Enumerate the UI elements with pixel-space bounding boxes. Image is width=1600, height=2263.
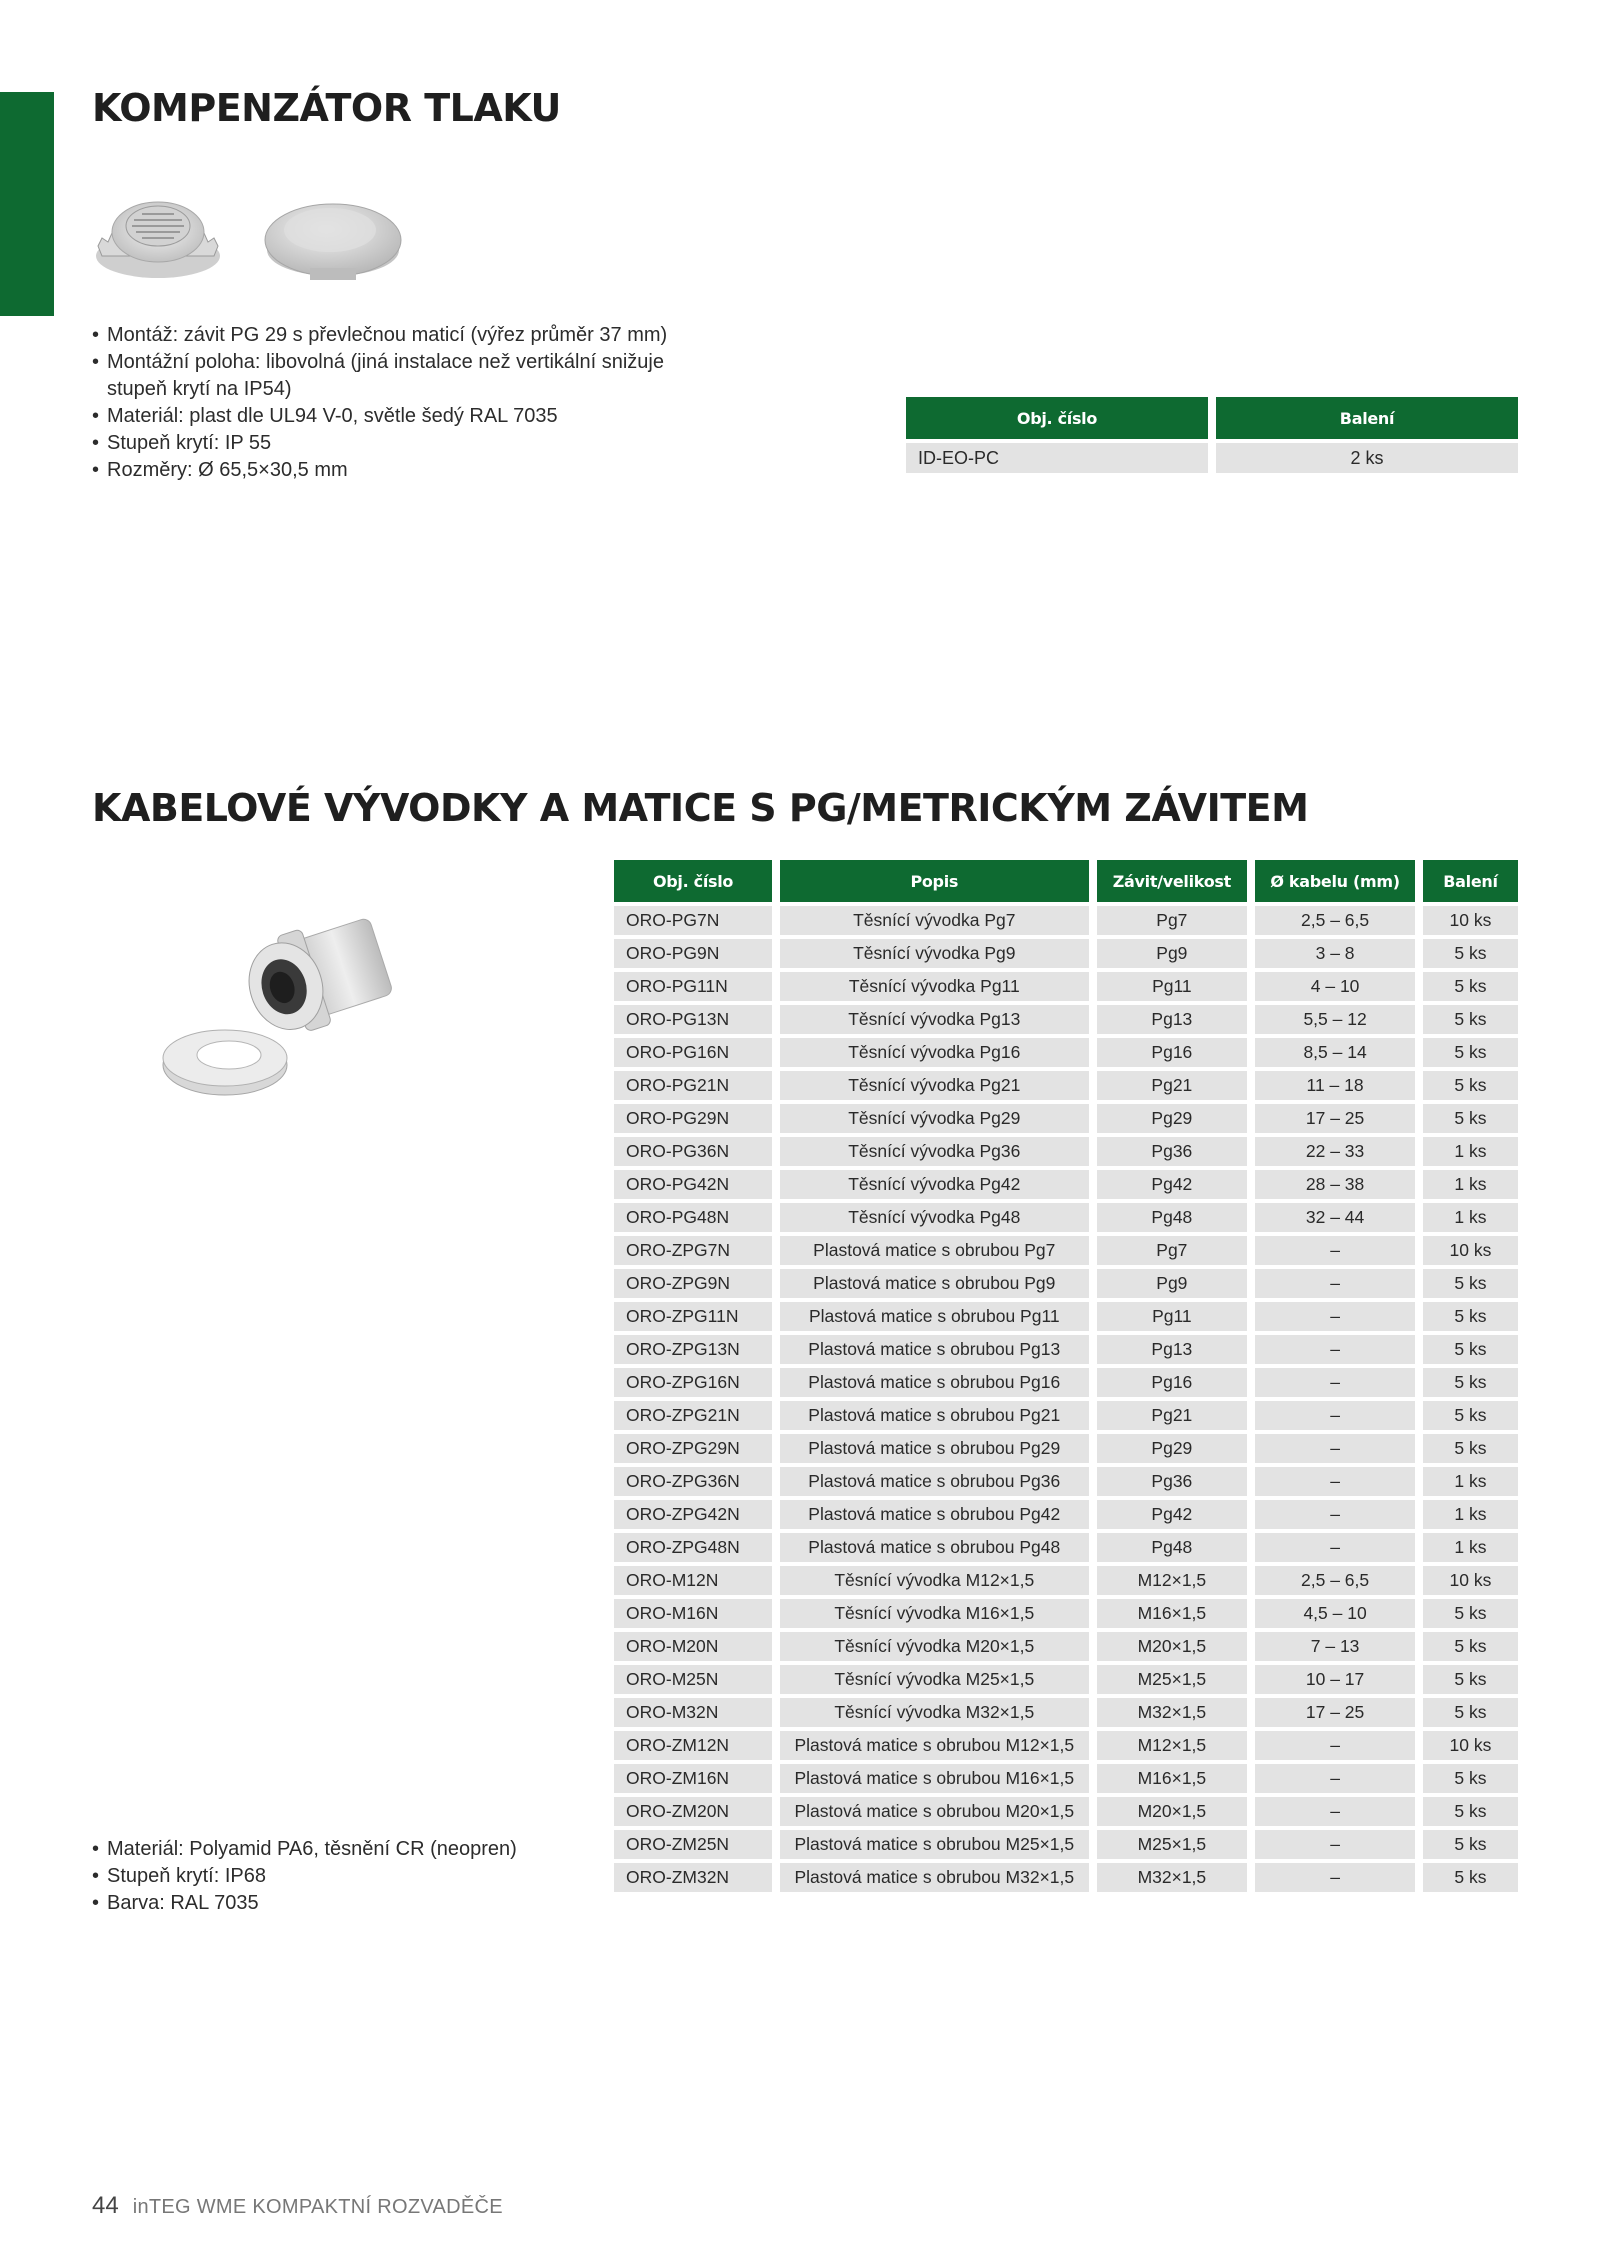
table-cell: Pg13 [1097, 1335, 1248, 1364]
table-cell: Těsnící vývodka Pg11 [780, 972, 1088, 1001]
table-cell: – [1255, 1401, 1415, 1430]
table-cell: Plastová matice s obrubou M32×1,5 [780, 1863, 1088, 1892]
table-cell: 5 ks [1423, 1104, 1518, 1133]
table-row [614, 1203, 1518, 1232]
table-cell: Plastová matice s obrubou Pg13 [780, 1335, 1088, 1364]
table-cell: Pg16 [1097, 1038, 1248, 1067]
table-cell: Pg9 [1097, 1269, 1248, 1298]
table-cell: 1 ks [1423, 1500, 1518, 1529]
table-cell: Pg48 [1097, 1533, 1248, 1562]
table-cell: 5 ks [1423, 1830, 1518, 1859]
table-cell: M16×1,5 [1097, 1764, 1248, 1793]
table-cell: ORO-M25N [614, 1665, 772, 1694]
table-cell: 2,5 – 6,5 [1255, 906, 1415, 935]
table-cell: ORO-ZPG13N [614, 1335, 772, 1364]
table-cell: Plastová matice s obrubou Pg7 [780, 1236, 1088, 1265]
table-cell: ORO-ZPG11N [614, 1302, 772, 1331]
table-header-row [906, 397, 1518, 439]
table-row [614, 1269, 1518, 1298]
table-cell: ORO-PG7N [614, 906, 772, 935]
table-cell: 5 ks [1423, 1434, 1518, 1463]
table-cell: Pg36 [1097, 1137, 1248, 1166]
table-row [614, 1104, 1518, 1133]
table-cell: Pg9 [1097, 939, 1248, 968]
table-cell: Plastová matice s obrubou M16×1,5 [780, 1764, 1088, 1793]
table-row [614, 1665, 1518, 1694]
table-cell: M12×1,5 [1097, 1731, 1248, 1760]
table-cell: M20×1,5 [1097, 1797, 1248, 1826]
table-cell: ORO-M20N [614, 1632, 772, 1661]
table-cell: ORO-PG29N [614, 1104, 772, 1133]
table-cell: Plastová matice s obrubou Pg9 [780, 1269, 1088, 1298]
table-cell: M16×1,5 [1097, 1599, 1248, 1628]
table-cell: 10 ks [1423, 1731, 1518, 1760]
table-cell: 5 ks [1423, 1005, 1518, 1034]
column-header: Popis [780, 860, 1088, 902]
table-row [906, 443, 1518, 473]
table-cell: ORO-ZPG29N [614, 1434, 772, 1463]
table-cell: ORO-ZPG36N [614, 1467, 772, 1496]
table-cell: – [1255, 1863, 1415, 1892]
table-cell: 32 – 44 [1255, 1203, 1415, 1232]
table-row [614, 1434, 1518, 1463]
table-cell: ORO-PG13N [614, 1005, 772, 1034]
table-cell: ORO-ZM12N [614, 1731, 772, 1760]
table-cell: Plastová matice s obrubou Pg29 [780, 1434, 1088, 1463]
table-header-row [614, 860, 1518, 902]
table-row [614, 1302, 1518, 1331]
table-cell: 17 – 25 [1255, 1698, 1415, 1727]
table-cell: ID-EO-PC [906, 443, 1208, 473]
table-cell: ORO-M12N [614, 1566, 772, 1595]
table-cell: Pg7 [1097, 1236, 1248, 1265]
table-cell: Pg42 [1097, 1170, 1248, 1199]
table-row [614, 1335, 1518, 1364]
table-cell: Plastová matice s obrubou Pg11 [780, 1302, 1088, 1331]
table-cell: Pg21 [1097, 1071, 1248, 1100]
table-row [614, 1863, 1518, 1892]
table-cell: ORO-M16N [614, 1599, 772, 1628]
table-cell: 5 ks [1423, 1764, 1518, 1793]
table-cell: Pg21 [1097, 1401, 1248, 1430]
table-cell: Těsnící vývodka M20×1,5 [780, 1632, 1088, 1661]
table-cell: 5 ks [1423, 1071, 1518, 1100]
table-cell: – [1255, 1368, 1415, 1397]
spec-item: • Rozměry: Ø 65,5×30,5 mm [92, 457, 692, 484]
table-cell: Těsnící vývodka Pg42 [780, 1170, 1088, 1199]
table-cell: ORO-PG11N [614, 972, 772, 1001]
table-row [614, 972, 1518, 1001]
compensator-spec-list [92, 322, 692, 484]
spec-item: • Stupeň krytí: IP68 [92, 1863, 592, 1890]
table-cell: Pg29 [1097, 1434, 1248, 1463]
table-cell: ORO-ZPG16N [614, 1368, 772, 1397]
column-header: Balení [1216, 397, 1518, 439]
table-row [614, 1368, 1518, 1397]
table-cell: 10 ks [1423, 1236, 1518, 1265]
table-cell: Těsnící vývodka M16×1,5 [780, 1599, 1088, 1628]
table-row [614, 1401, 1518, 1430]
table-row [614, 1599, 1518, 1628]
product-image-compensator-closed [258, 178, 408, 286]
table-cell: 10 ks [1423, 906, 1518, 935]
table-cell: 5 ks [1423, 1632, 1518, 1661]
table-row [614, 1632, 1518, 1661]
table-cell: ORO-ZM16N [614, 1764, 772, 1793]
table-cell: – [1255, 1533, 1415, 1562]
table-cell: ORO-PG21N [614, 1071, 772, 1100]
table-cell: – [1255, 1269, 1415, 1298]
column-header: Závit/velikost [1097, 860, 1248, 902]
table-cell: – [1255, 1731, 1415, 1760]
table-cell: 4,5 – 10 [1255, 1599, 1415, 1628]
table-cell: 5 ks [1423, 1038, 1518, 1067]
table-cell: 22 – 33 [1255, 1137, 1415, 1166]
table-cell: ORO-ZM25N [614, 1830, 772, 1859]
table-cell: 5 ks [1423, 1665, 1518, 1694]
column-header: Obj. číslo [906, 397, 1208, 439]
table-row [614, 1236, 1518, 1265]
table-cell: – [1255, 1236, 1415, 1265]
table-row [614, 1698, 1518, 1727]
spec-item: • Stupeň krytí: IP 55 [92, 430, 692, 457]
table-cell: – [1255, 1335, 1415, 1364]
table-cell: Pg13 [1097, 1005, 1248, 1034]
table-cell: ORO-PG42N [614, 1170, 772, 1199]
table-cell: 1 ks [1423, 1203, 1518, 1232]
spec-item: • Barva: RAL 7035 [92, 1890, 592, 1917]
section-accent-tab [0, 92, 54, 316]
section-title-cable-glands: KABELOVÉ VÝVODKY A MATICE S PG/METRICKÝM ZÁVITEM [92, 786, 1309, 830]
table-cell: M20×1,5 [1097, 1632, 1248, 1661]
table-cell: ORO-ZM20N [614, 1797, 772, 1826]
table-cell: ORO-ZPG9N [614, 1269, 772, 1298]
table-cell: 5,5 – 12 [1255, 1005, 1415, 1034]
table-cell: Plastová matice s obrubou Pg42 [780, 1500, 1088, 1529]
spec-item: • Materiál: Polyamid PA6, těsnění CR (neopren) [92, 1836, 592, 1863]
table-cell: 1 ks [1423, 1137, 1518, 1166]
table-cell: 11 – 18 [1255, 1071, 1415, 1100]
table-cell: M25×1,5 [1097, 1665, 1248, 1694]
table-cell: 1 ks [1423, 1467, 1518, 1496]
table-cell: Plastová matice s obrubou M25×1,5 [780, 1830, 1088, 1859]
table-cell: 5 ks [1423, 972, 1518, 1001]
table-row [614, 1566, 1518, 1595]
table-cell: Pg16 [1097, 1368, 1248, 1397]
table-cell: 5 ks [1423, 1302, 1518, 1331]
table-row [614, 1005, 1518, 1034]
table-cell: – [1255, 1764, 1415, 1793]
table-cell: M32×1,5 [1097, 1698, 1248, 1727]
table-cell: Pg7 [1097, 906, 1248, 935]
table-cell: Těsnící vývodka M25×1,5 [780, 1665, 1088, 1694]
table-row [614, 1533, 1518, 1562]
table-cell: M25×1,5 [1097, 1830, 1248, 1859]
table-cell: M32×1,5 [1097, 1863, 1248, 1892]
table-cell: Těsnící vývodka Pg29 [780, 1104, 1088, 1133]
table-cell: Těsnící vývodka M32×1,5 [780, 1698, 1088, 1727]
table-cell: Pg29 [1097, 1104, 1248, 1133]
table-cell: 5 ks [1423, 1368, 1518, 1397]
table-cell: Těsnící vývodka Pg9 [780, 939, 1088, 968]
table-cell: 8,5 – 14 [1255, 1038, 1415, 1067]
table-cell: ORO-ZPG21N [614, 1401, 772, 1430]
table-cell: Plastová matice s obrubou Pg36 [780, 1467, 1088, 1496]
column-header: Ø kabelu (mm) [1255, 860, 1415, 902]
table-row [614, 939, 1518, 968]
table-cell: 4 – 10 [1255, 972, 1415, 1001]
table-cell: Plastová matice s obrubou Pg21 [780, 1401, 1088, 1430]
table-cell: – [1255, 1830, 1415, 1859]
cable-gland-spec-list [92, 1836, 592, 1917]
table-cell: 5 ks [1423, 1335, 1518, 1364]
table-cell: Pg48 [1097, 1203, 1248, 1232]
table-cell: 17 – 25 [1255, 1104, 1415, 1133]
table-cell: – [1255, 1797, 1415, 1826]
compensator-order-table [898, 393, 1526, 477]
spec-item: • Montážní poloha: libovolná (jiná instalace než vertikální snižuje stupeň krytí na IP54) [92, 349, 692, 403]
page-number: 44 [92, 2192, 119, 2219]
table-row [614, 1797, 1518, 1826]
table-cell: M12×1,5 [1097, 1566, 1248, 1595]
table-cell: ORO-M32N [614, 1698, 772, 1727]
table-cell: – [1255, 1500, 1415, 1529]
table-cell: Těsnící vývodka Pg16 [780, 1038, 1088, 1067]
column-header: Balení [1423, 860, 1518, 902]
table-cell: 5 ks [1423, 1269, 1518, 1298]
table-cell: – [1255, 1467, 1415, 1496]
table-cell: 2 ks [1216, 443, 1518, 473]
table-cell: Pg11 [1097, 1302, 1248, 1331]
table-cell: ORO-PG16N [614, 1038, 772, 1067]
table-cell: Těsnící vývodka Pg36 [780, 1137, 1088, 1166]
table-cell: 5 ks [1423, 1863, 1518, 1892]
table-cell: 1 ks [1423, 1170, 1518, 1199]
page-footer [92, 2192, 503, 2220]
table-cell: ORO-PG48N [614, 1203, 772, 1232]
table-cell: ORO-ZM32N [614, 1863, 772, 1892]
table-row [614, 1764, 1518, 1793]
table-cell: ORO-ZPG48N [614, 1533, 772, 1562]
table-cell: Pg36 [1097, 1467, 1248, 1496]
table-cell: 3 – 8 [1255, 939, 1415, 968]
table-cell: Plastová matice s obrubou Pg16 [780, 1368, 1088, 1397]
table-row [614, 1500, 1518, 1529]
table-cell: Těsnící vývodka Pg13 [780, 1005, 1088, 1034]
column-header: Obj. číslo [614, 860, 772, 902]
spec-item: • Materiál: plast dle UL94 V-0, světle šedý RAL 7035 [92, 403, 692, 430]
table-cell: – [1255, 1302, 1415, 1331]
product-image-cable-gland [155, 900, 435, 1110]
product-image-compensator-open [88, 178, 228, 286]
table-cell: Těsnící vývodka Pg7 [780, 906, 1088, 935]
table-cell: 7 – 13 [1255, 1632, 1415, 1661]
table-row [614, 1830, 1518, 1859]
table-cell: 10 ks [1423, 1566, 1518, 1595]
table-row [614, 1137, 1518, 1166]
table-cell: Těsnící vývodka Pg21 [780, 1071, 1088, 1100]
table-cell: ORO-ZPG7N [614, 1236, 772, 1265]
table-cell: 2,5 – 6,5 [1255, 1566, 1415, 1595]
table-row [614, 1170, 1518, 1199]
section-title-pressure-compensator: KOMPENZÁTOR TLAKU [92, 86, 561, 130]
cable-gland-order-table [606, 856, 1526, 1896]
table-cell: Těsnící vývodka M12×1,5 [780, 1566, 1088, 1595]
table-cell: 5 ks [1423, 1698, 1518, 1727]
footer-document-title: inTEG WME KOMPAKTNÍ ROZVADĚČE [132, 2196, 503, 2218]
table-row [614, 1071, 1518, 1100]
table-cell: ORO-ZPG42N [614, 1500, 772, 1529]
table-cell: 5 ks [1423, 939, 1518, 968]
table-cell: Plastová matice s obrubou M20×1,5 [780, 1797, 1088, 1826]
table-cell: ORO-PG9N [614, 939, 772, 968]
table-cell: 28 – 38 [1255, 1170, 1415, 1199]
table-row [614, 1731, 1518, 1760]
table-cell: 5 ks [1423, 1401, 1518, 1430]
table-cell: 10 – 17 [1255, 1665, 1415, 1694]
table-row [614, 906, 1518, 935]
table-cell: Těsnící vývodka Pg48 [780, 1203, 1088, 1232]
table-cell: – [1255, 1434, 1415, 1463]
table-row [614, 1467, 1518, 1496]
table-cell: Pg11 [1097, 972, 1248, 1001]
spec-item: • Montáž: závit PG 29 s převlečnou maticí (výřez průměr 37 mm) [92, 322, 692, 349]
table-cell: Plastová matice s obrubou M12×1,5 [780, 1731, 1088, 1760]
table-row [614, 1038, 1518, 1067]
table-cell: 1 ks [1423, 1533, 1518, 1562]
table-cell: 5 ks [1423, 1599, 1518, 1628]
table-cell: Plastová matice s obrubou Pg48 [780, 1533, 1088, 1562]
table-cell: 5 ks [1423, 1797, 1518, 1826]
table-cell: Pg42 [1097, 1500, 1248, 1529]
table-cell: ORO-PG36N [614, 1137, 772, 1166]
